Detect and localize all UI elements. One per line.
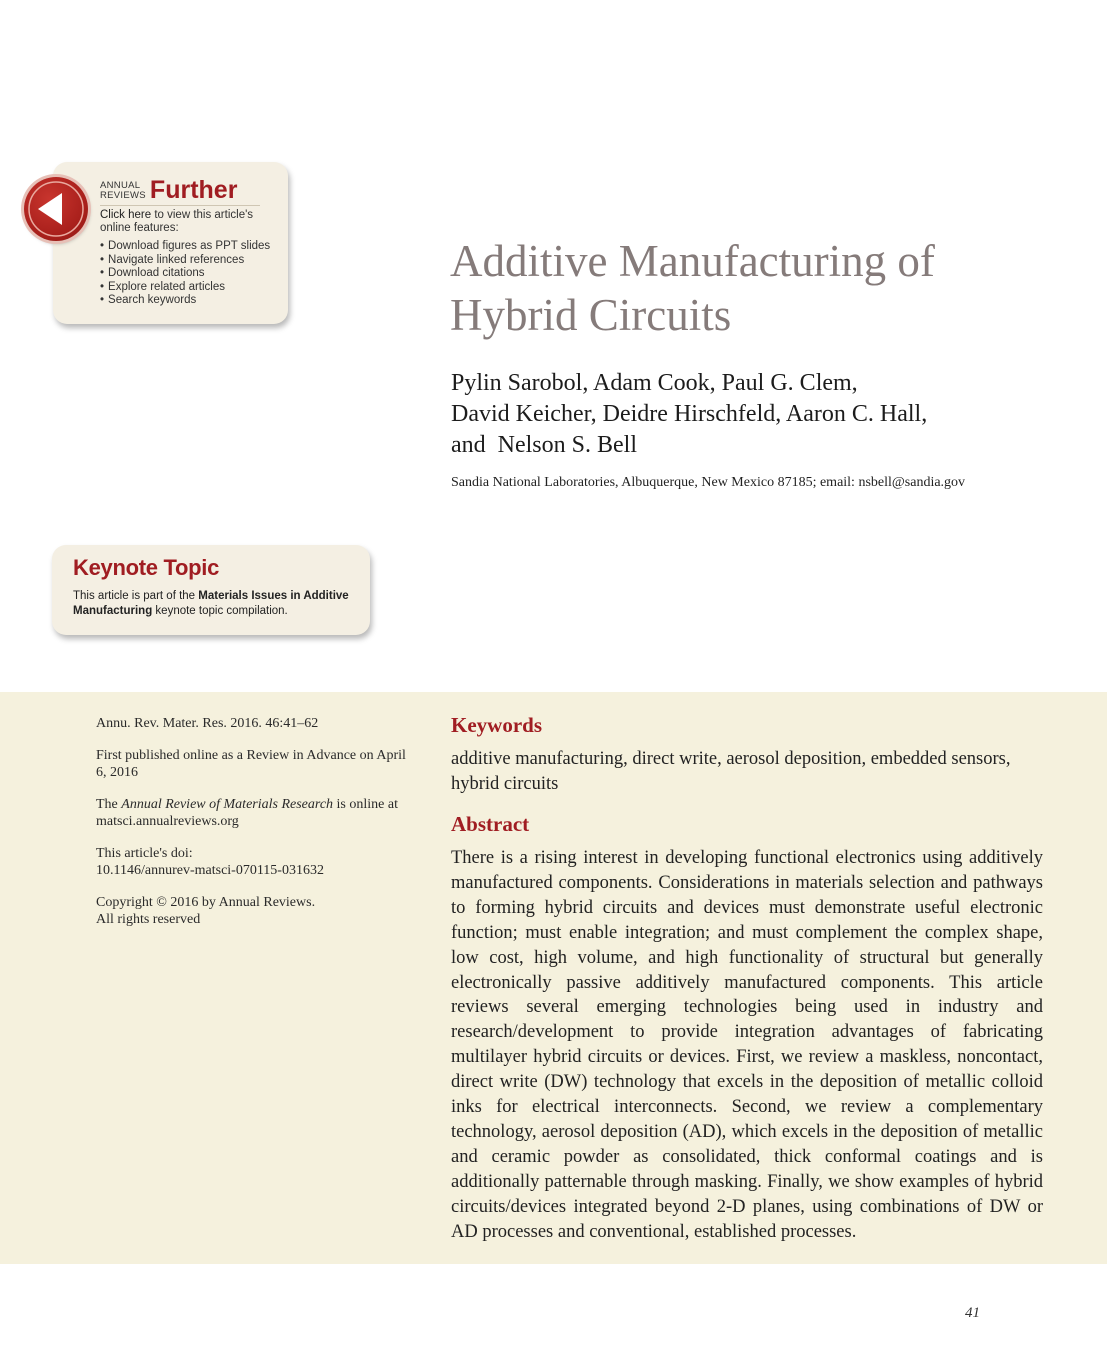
keywords-text: additive manufacturing, direct write, aerosol deposition, embedded sensors, hybrid circuits	[451, 749, 1011, 794]
abstract-heading: Abstract	[451, 812, 530, 836]
further-intro: Click here to view this article's online features:	[100, 209, 254, 234]
further-divider	[100, 205, 260, 206]
article-title: Additive Manufacturing of Hybrid Circuits	[450, 236, 935, 340]
left-arrow-icon	[24, 177, 88, 241]
click-here-link[interactable]: Click here	[100, 209, 152, 221]
feature-item: • Navigate linked references	[100, 254, 270, 268]
further-title: Further	[149, 176, 238, 204]
doi-link[interactable]: 10.1146/annurev-matsci-070115-031632	[96, 863, 324, 878]
page-number: 41	[965, 1305, 980, 1321]
affiliation: Sandia National Laboratories, Albuquerque, New Mexico 87185; email: nsbell@sandia.gov	[451, 475, 966, 490]
copyright: Copyright © 2016 by Annual Reviews. All rights reserved	[96, 894, 316, 927]
keywords-heading: Keywords	[451, 713, 542, 737]
doi-info: This article's doi: 10.1146/annurev-matsci-070115-031632	[96, 845, 324, 878]
feature-item: • Download citations	[100, 267, 270, 281]
keynote-topic-link[interactable]: Materials Issues in Additive Manufacturing	[73, 590, 349, 617]
journal-online: The Annual Review of Materials Research is online at matsci.annualreviews.org	[96, 796, 398, 829]
first-published: First published online as a Review in Advance on April 6, 2016	[96, 747, 406, 780]
author-list: Pylin Sarobol, Adam Cook, Paul G. Clem, David Keicher, Deidre Hirschfeld, Aaron C. Hall, and Nelson S. Bell	[451, 370, 928, 458]
annual-reviews-wordmark: ANNUAL REVIEWS	[100, 180, 146, 201]
keynote-text: This article is part of the Materials Issues in Additive Manufacturing keynote topic compilation.	[73, 590, 349, 617]
feature-item: • Download figures as PPT slides	[100, 240, 270, 254]
keynote-title: Keynote Topic	[73, 555, 220, 580]
article-metadata	[96, 715, 416, 943]
further-brand	[100, 178, 237, 203]
further-arrow-button[interactable]	[24, 177, 88, 241]
further-feature-list	[100, 240, 270, 308]
feature-item: • Explore related articles	[100, 281, 270, 295]
citation: Annu. Rev. Mater. Res. 2016. 46:41–62	[96, 716, 319, 731]
feature-item: • Search keywords	[100, 294, 270, 308]
abstract-text: There is a rising interest in developing functional electronics using additively manufactured components. Considerations in materials selection and pathways to forming hybrid circuits and devices must demonstrate useful electronic function; must enable integration; and must complement the complex shape, low cost, high volume, and high functionality of structural but generally electronically passive additively manufactured components. This article reviews several emerging technologies being used in industry and research/development to provide integration advantages of fabricating multilayer hybrid circuits or devices. First, we review a maskless, noncontact, direct write (DW) technology that excels in the deposition of metallic colloid inks for electrical interconnects. Second, we review a complementary technology, aerosol deposition (AD), which excels in the deposition of metallic and ceramic powder as consolidated, thick conformal coatings and is additionally patternable through masking. Finally, we show examples of hybrid circuits/devices integrated beyond 2-D planes, using combinations of DW or AD processes and conventional, established processes.	[451, 848, 1043, 1242]
